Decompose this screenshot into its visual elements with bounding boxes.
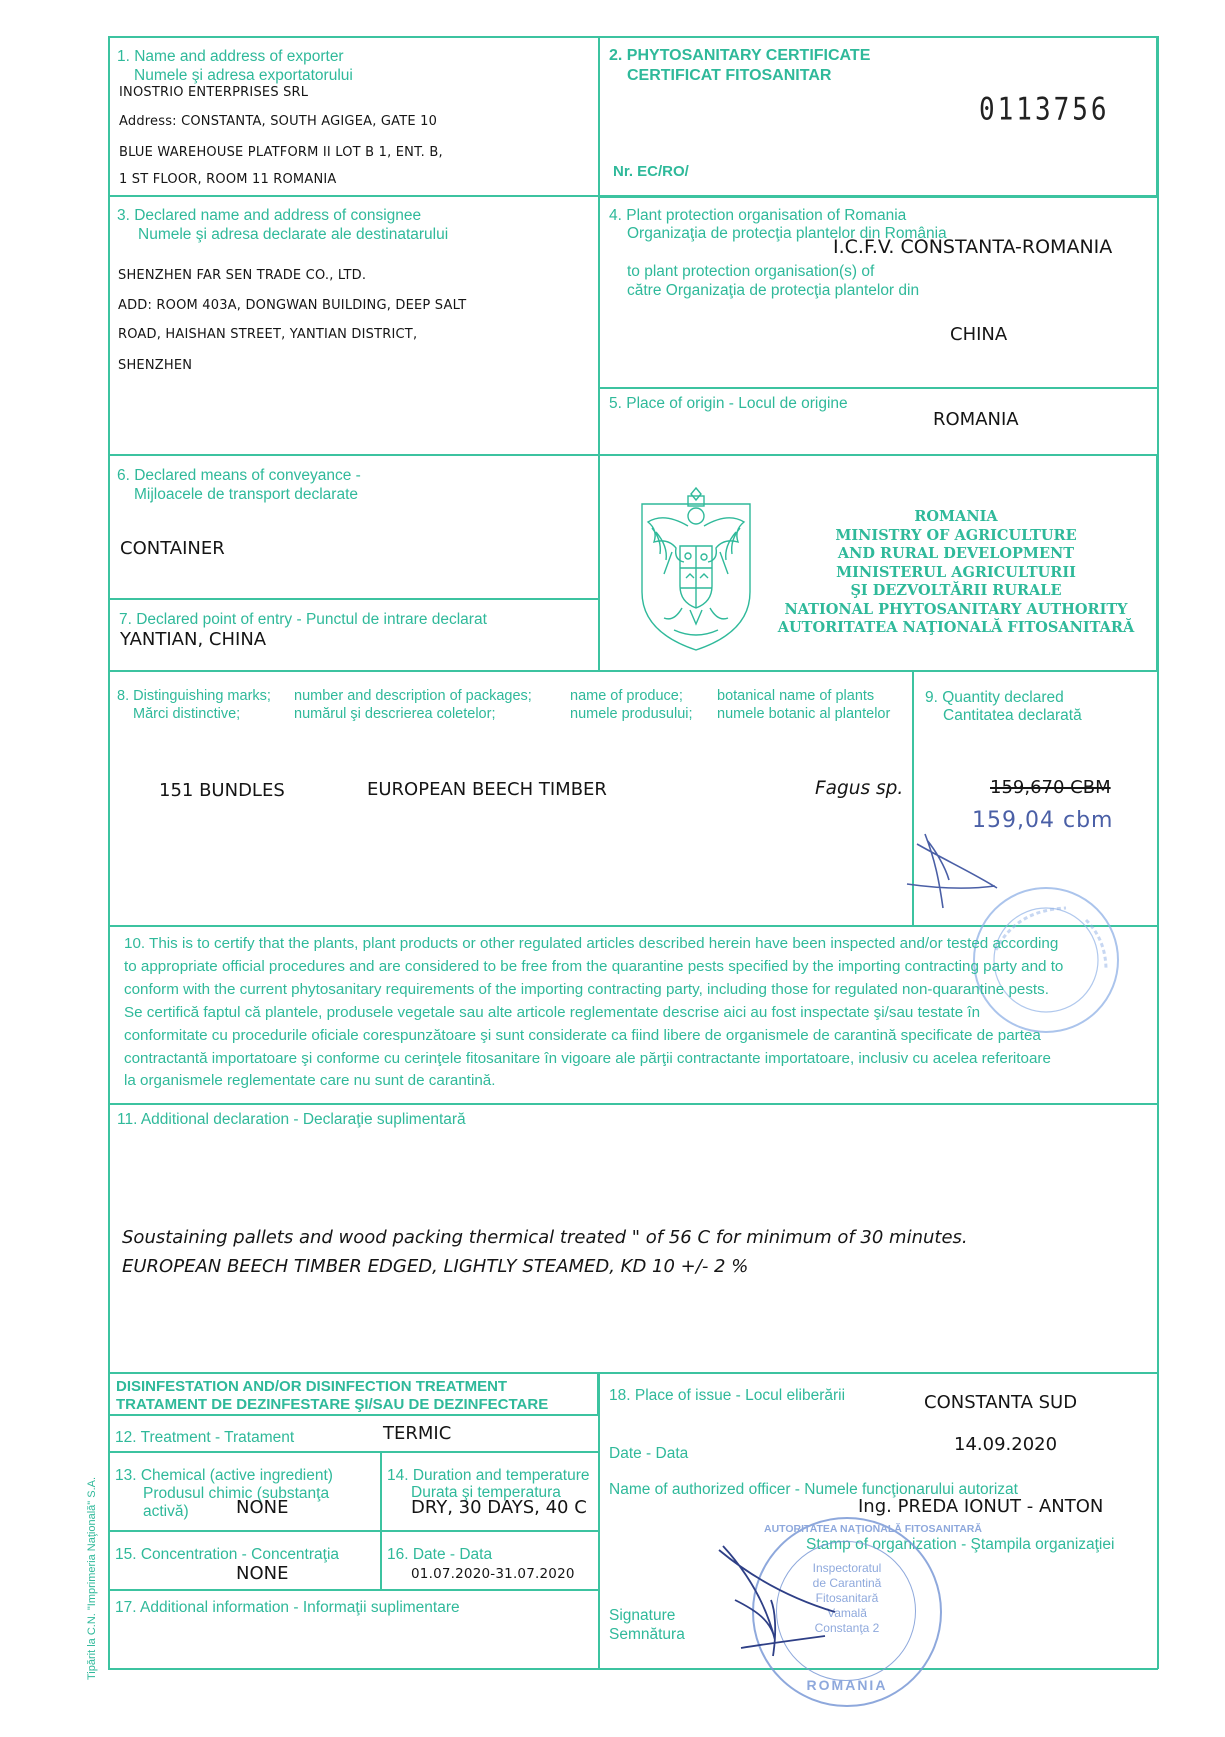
certification-line-3: conform with the current phytosanitary requirements of the importing contracting party, including those for regulated non-quarantine pests. bbox=[124, 980, 1049, 998]
exporter-name: INOSTRIO ENTERPRISES SRL bbox=[119, 85, 309, 100]
border-left bbox=[108, 36, 110, 1669]
produce-label-ro: numele produsului; bbox=[570, 706, 693, 722]
duration-label-1: 14. Duration and temperature bbox=[387, 1467, 590, 1484]
entry-label: 7. Declared point of entry - Punctul de intrare declarat bbox=[119, 611, 487, 628]
ministry-heading bbox=[768, 508, 1144, 638]
divider-h2 bbox=[598, 387, 1158, 389]
certification-line-2: to appropriate official procedures and are considered to be free from the quarantine pests specified by the importing contracting party and to bbox=[124, 957, 1064, 975]
treatment-label: 12. Treatment - Tratament bbox=[115, 1429, 295, 1446]
place-of-issue-label: 18. Place of issue - Locul eliberării bbox=[609, 1387, 846, 1404]
divider-treat-mid bbox=[380, 1451, 382, 1589]
ppo-to-value: CHINA bbox=[950, 324, 1008, 345]
botanical-value: Fagus sp. bbox=[815, 778, 904, 799]
exporter-label-en: 1. Name and address of exporter bbox=[117, 48, 344, 65]
packages-value: 151 BUNDLES bbox=[159, 780, 285, 801]
stamp-inner-line-2: de Carantină bbox=[812, 1576, 882, 1590]
officer-value: Ing. PREDA IONUT - ANTON bbox=[858, 1496, 1104, 1517]
stamp-ring-text: AUTORITATEA NAŢIONALĂ FITOSANITARĂ bbox=[764, 1523, 982, 1535]
consignee-line-2: ADD: ROOM 403A, DONGWAN BUILDING, DEEP SALT bbox=[118, 298, 467, 313]
certificate-serial-number: 0113756 bbox=[979, 92, 1110, 128]
divider-h7 bbox=[108, 1103, 1158, 1105]
stamp-inner-line-1: Inspectoratul bbox=[812, 1561, 882, 1575]
duration-value: DRY, 30 DAYS, 40 C bbox=[411, 1497, 587, 1518]
treatment-value: TERMIC bbox=[383, 1423, 452, 1444]
ministry-line-7: AUTORITATEA NAŢIONALĂ FITOSANITARĂ bbox=[777, 619, 1135, 636]
ministry-line-3: AND RURAL DEVELOPMENT bbox=[837, 545, 1075, 562]
marks-label-ro: Mărci distinctive; bbox=[133, 706, 241, 722]
ministry-line-6: NATIONAL PHYTOSANITARY AUTHORITY bbox=[784, 600, 1128, 618]
conveyance-label-ro: Mijloacele de transport declarate bbox=[134, 486, 359, 503]
certification-line-1: 10. This is to certify that the plants, plant products or other regulated articles described herein have been inspected and/or tested according bbox=[124, 935, 1059, 952]
issue-date-label: Date - Data bbox=[609, 1445, 689, 1462]
botanical-label-en: botanical name of plants bbox=[717, 688, 875, 704]
certification-line-6: contractantă importatoare şi conforme cu cerinţele fitosanitare în vigoare ale părţii contractante importatoare, inclusiv cu acelea referitoare bbox=[124, 1049, 1051, 1067]
additional-info-label: 17. Additional information - Informaţii suplimentare bbox=[115, 1599, 460, 1616]
conveyance-label-en: 6. Declared means of conveyance - bbox=[117, 467, 361, 484]
quantity-label-ro: Cantitatea declarată bbox=[943, 707, 1082, 724]
certification-line-7: la organismele reglementate care nu sunt de carantină. bbox=[124, 1072, 496, 1090]
divider-h1 bbox=[108, 195, 1158, 197]
stamp-label: Stamp of organization - Ştampila organizaţiei bbox=[806, 1536, 1115, 1553]
chemical-label-2: Produsul chimic (substanţa bbox=[143, 1485, 330, 1502]
ppo-label-en: 4. Plant protection organisation of Romania bbox=[609, 207, 907, 224]
produce-label-en: name of produce; bbox=[570, 688, 683, 704]
certificate-title-en: 2. PHYTOSANITARY CERTIFICATE bbox=[609, 47, 871, 64]
packages-label-en: number and description of packages; bbox=[294, 688, 532, 704]
signature-label-en: Signature bbox=[609, 1607, 676, 1624]
concentration-label: 15. Concentration - Concentraţia bbox=[115, 1546, 340, 1563]
origin-label: 5. Place of origin - Locul de origine bbox=[609, 395, 848, 412]
ministry-line-4: MINISTERUL AGRICULTURII bbox=[836, 563, 1076, 581]
certification-line-5: conformitate cu procedurile oficiale corespunzătoare şi sunt considerate ca fiind libere de organismele de carantină specificate de partea bbox=[124, 1026, 1041, 1044]
treatment-date-value: 01.07.2020-31.07.2020 bbox=[411, 1566, 575, 1582]
printer-note: Tipărit la C.N. "Imprimeria Naţională" S.A. bbox=[86, 1476, 98, 1680]
consignee-label-ro: Numele şi adresa declarate ale destinatarului bbox=[138, 226, 449, 243]
quantity-struck-value: 159,670 CBM bbox=[990, 777, 1111, 798]
stamp-inner-line-3: Fitosanitară bbox=[815, 1591, 879, 1605]
stamp-inner-line-5: Constanţa 2 bbox=[814, 1621, 880, 1635]
additional-declaration-line-1: Soustaining pallets and wood packing thermical treated " of 56 C for minimum of 30 minutes. bbox=[122, 1227, 968, 1248]
certificate-nr-label: Nr. EC/RO/ bbox=[613, 163, 689, 180]
chemical-value: NONE bbox=[236, 1497, 289, 1518]
divider-h4 bbox=[108, 598, 598, 600]
conveyance-value: CONTAINER bbox=[120, 538, 225, 559]
divider-treat2 bbox=[108, 1530, 598, 1532]
certificate-title-ro: CERTIFICAT FITOSANITAR bbox=[627, 67, 832, 84]
border-right bbox=[1157, 36, 1159, 1669]
consignee-line-1: SHENZHEN FAR SEN TRADE CO., LTD. bbox=[118, 268, 367, 283]
exporter-address-2: BLUE WAREHOUSE PLATFORM II LOT B 1, ENT. B, bbox=[119, 145, 443, 160]
consignee-line-3: ROAD, HAISHAN STREET, YANTIAN DISTRICT, bbox=[118, 327, 418, 342]
ministry-line-5: ŞI DEZVOLTĂRII RURALE bbox=[850, 582, 1062, 599]
issue-date-value: 14.09.2020 bbox=[954, 1434, 1058, 1455]
additional-declaration-label: 11. Additional declaration - Declaraţie suplimentară bbox=[117, 1111, 466, 1128]
consignee-line-4: SHENZHEN bbox=[118, 358, 193, 373]
additional-declaration-line-2: EUROPEAN BEECH TIMBER EDGED, LIGHTLY STEAMED, KD 10 +/- 2 % bbox=[122, 1256, 749, 1277]
treatment-header-ro: TRATAMENT DE DEZINFESTARE ŞI/SAU DE DEZINFECTARE bbox=[116, 1396, 549, 1413]
ppo-to-label-ro: către Organizaţia de protecţia plantelor din bbox=[627, 282, 920, 299]
entry-value: YANTIAN, CHINA bbox=[120, 629, 267, 650]
duration-label-2: Durata şi temperatura bbox=[411, 1484, 561, 1501]
exporter-address-3: 1 ST FLOOR, ROOM 11 ROMANIA bbox=[119, 172, 337, 187]
divider-treat1 bbox=[108, 1451, 598, 1453]
ministry-line-1: ROMANIA bbox=[914, 508, 998, 525]
place-of-issue-value: CONSTANTA SUD bbox=[924, 1392, 1078, 1413]
ministry-line-2: MINISTRY OF AGRICULTURE bbox=[835, 526, 1077, 544]
signature-label-ro: Semnătura bbox=[609, 1626, 685, 1643]
treatment-date-label: 16. Date - Data bbox=[387, 1546, 493, 1563]
packages-label-ro: numărul şi descrierea coletelor; bbox=[294, 706, 496, 722]
romania-coat-of-arms-icon bbox=[634, 482, 758, 654]
ppo-value: I.C.F.V. CONSTANTA-ROMANIA bbox=[833, 236, 1113, 258]
quantity-handwritten-value: 159,04 cbm bbox=[972, 808, 1114, 833]
concentration-value: NONE bbox=[236, 1563, 289, 1584]
stamp-inner-line-4: Vamală bbox=[827, 1606, 867, 1620]
exporter-label-ro: Numele şi adresa exportatorului bbox=[134, 67, 353, 84]
botanical-label-ro: numele botanic al plantelor bbox=[717, 706, 891, 722]
origin-value: ROMANIA bbox=[933, 409, 1019, 430]
ppo-to-label-en: to plant protection organisation(s) of bbox=[627, 263, 875, 280]
treatment-header-en: DISINFESTATION AND/OR DISINFECTION TREATMENT bbox=[116, 1378, 508, 1395]
certification-text bbox=[124, 933, 1140, 1093]
divider-vertical-bottom bbox=[598, 1372, 600, 1669]
quantity-label-en: 9. Quantity declared bbox=[925, 689, 1064, 706]
chemical-label-1: 13. Chemical (active ingredient) bbox=[115, 1467, 333, 1484]
exporter-address-1: Address: CONSTANTA, SOUTH AGIGEA, GATE 10 bbox=[119, 114, 438, 129]
officer-label: Name of authorized officer - Numele funcţionarului autorizat bbox=[609, 1481, 1018, 1498]
consignee-label-en: 3. Declared name and address of consignee bbox=[117, 207, 422, 224]
stamp-bottom-text: ROMANIA bbox=[806, 1677, 888, 1693]
chemical-label-3: activă) bbox=[143, 1503, 189, 1520]
divider-h5 bbox=[108, 670, 1158, 672]
officer-signature-icon bbox=[715, 1540, 845, 1660]
certification-line-4: Se certifică faptul că plantele, produsele vegetale sau alte articole reglementate descrise aici au fost inspectate şi/sau testate în bbox=[124, 1003, 981, 1021]
ppo-label-ro: Organizaţia de protecţia plantelor din România bbox=[627, 225, 947, 242]
produce-value: EUROPEAN BEECH TIMBER bbox=[367, 779, 607, 800]
divider-treat3 bbox=[108, 1589, 598, 1591]
border-bottom bbox=[108, 1668, 1158, 1670]
marks-label-en: 8. Distinguishing marks; bbox=[117, 688, 271, 704]
